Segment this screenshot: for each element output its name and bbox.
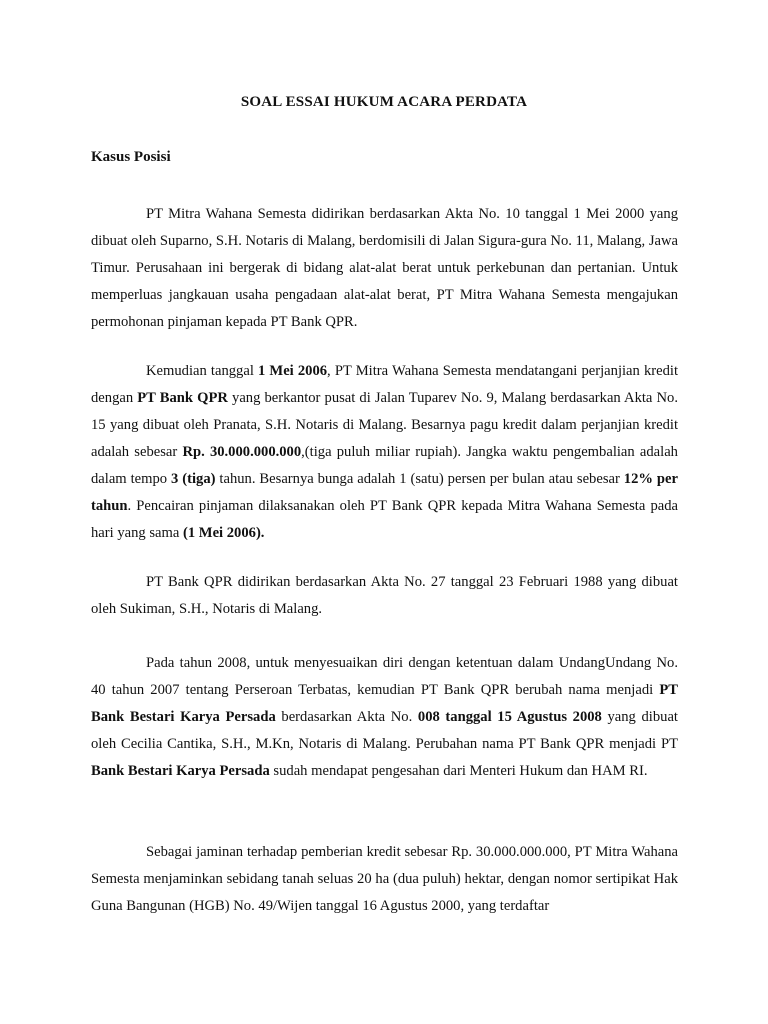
paragraph-credit-agreement [91, 358, 678, 547]
bold-text: 1 Mei 2006 [258, 363, 328, 379]
paragraph-bank-founding [91, 569, 678, 623]
paragraph-text: . Pencairan pinjaman dilaksanakan oleh PT Bank QPR kepada Mitra Wahana Semesta pada hari yang sama [91, 498, 678, 541]
bold-text: Bank Bestari Karya Persada [91, 763, 270, 779]
paragraph-text: berdasarkan Akta No. [275, 709, 418, 725]
paragraph-company-founding [91, 201, 678, 336]
bold-text: PT Bank QPR [137, 390, 228, 406]
section-heading: Kasus Posisi [91, 149, 171, 165]
paragraph-text: PT Mitra Wahana Semesta didirikan berdasarkan Akta No. 10 tanggal 1 Mei 2000 yang dibuat oleh Suparno, S.H. Notaris di Malang, berdomisili di Jalan Sigura-gura No. 11, Malang, Jawa Timur. Perusahaan ini bergerak di bidang alat-alat berat untuk perkebunan dan pertanian. Untuk memperluas jangkauan usaha pengadaan alat-alat berat, PT Mitra Wahana Semesta mengajukan permohonan pinjaman kepada PT Bank QPR. [91, 206, 678, 330]
bold-text: 008 tanggal 15 Agustus 2008 [417, 709, 602, 725]
bold-text: (1 Mei 2006). [183, 525, 265, 541]
paragraph-text: yang dibuat oleh Cecilia Cantika, S.H., M.Kn, Notaris di Malang. Perubahan nama PT Bank QPR menjadi PT [91, 709, 678, 752]
paragraph-bank-rename [91, 650, 678, 785]
paragraph-text: PT Bank QPR didirikan berdasarkan Akta No. 27 tanggal 23 Februari 1988 yang dibuat oleh Sukiman, S.H., Notaris di Malang. [91, 574, 678, 617]
paragraph-text: ,(tiga puluh miliar rupiah). Jangka waktu pengembalian adalah dalam tempo [91, 444, 678, 487]
bold-text: 3 (tiga) [171, 471, 216, 487]
paragraph-text: yang berkantor pusat di Jalan Tuparev No. 9, Malang berdasarkan Akta No. 15 yang dibuat oleh Pranata, S.H. Notaris di Malang. Besarnya pagu kredit dalam perjanjian kredit adalah sebesar [91, 390, 678, 460]
bold-text: PT Bank Bestari Karya Persada [91, 682, 678, 725]
paragraph-text: Sebagai jaminan terhadap pemberian kredit sebesar Rp. 30.000.000.000, PT Mitra Wahana Semesta menjaminkan sebidang tanah seluas 20 ha (dua puluh) hektar, dengan nomor sertipikat Hak Guna Bangunan (HGB) No. 49/Wijen tanggal 16 Agustus 2000, yang terdaftar [91, 844, 678, 914]
paragraph-text: sudah mendapat pengesahan dari Menteri Hukum dan HAM RI. [269, 763, 648, 779]
bold-text: Rp. 30.000.000.000 [182, 444, 302, 460]
paragraph-collateral [91, 839, 678, 920]
paragraph-text: , PT Mitra Wahana Semesta mendatangani perjanjian kredit dengan [91, 363, 678, 406]
document-title: SOAL ESSAI HUKUM ACARA PERDATA [240, 94, 528, 110]
paragraph-text: Pada tahun 2008, untuk menyesuaikan diri dengan ketentuan dalam UndangUndang No. 40 tahun 2007 tentang Perseroan Terbatas, kemudian PT Bank QPR berubah nama menjadi [91, 655, 678, 698]
bold-text: 12% per tahun [91, 471, 678, 514]
paragraph-text: Kemudian tanggal [146, 363, 258, 379]
paragraph-text: tahun. Besarnya bunga adalah 1 (satu) persen per bulan atau sebesar [215, 471, 624, 487]
